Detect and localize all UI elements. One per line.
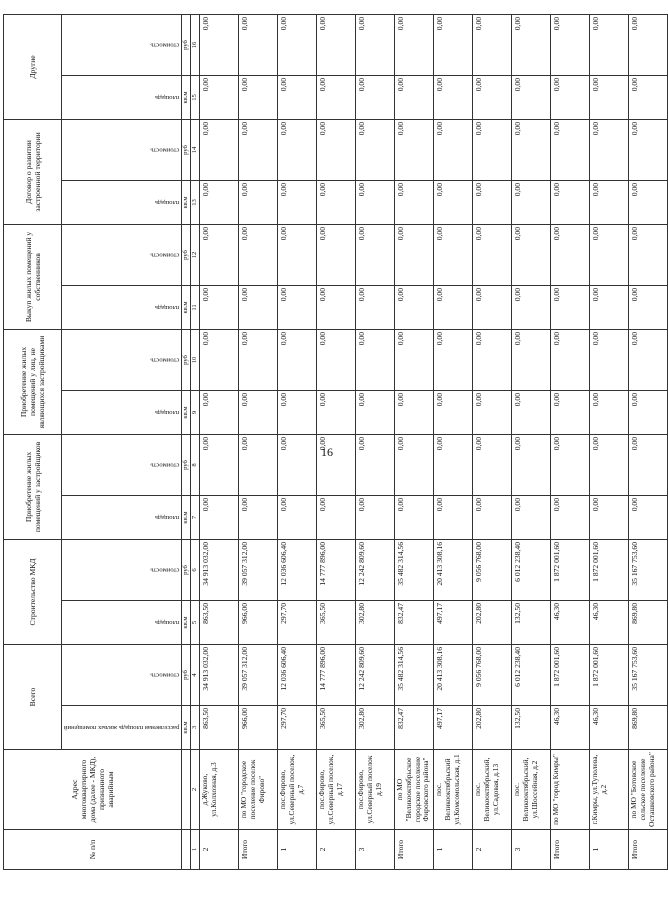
- value-cell: 0,00: [473, 434, 512, 495]
- value-cell: 0,00: [317, 495, 356, 539]
- total-area: 365,50: [317, 706, 356, 750]
- value-cell: 0,00: [395, 329, 434, 390]
- unit-label: кв.м: [182, 495, 191, 539]
- header-contract: Договор о развитии застроенной территории: [4, 119, 62, 224]
- subheader-area: площадь: [62, 601, 182, 645]
- construction-area: 497,17: [434, 601, 473, 645]
- subheader-area: площадь: [62, 495, 182, 539]
- construction-cost: 35 167 753,60: [629, 539, 668, 600]
- value-cell: 0,00: [629, 180, 668, 224]
- subheader-area: площадь: [62, 180, 182, 224]
- row-address: пос.Фирово, ул.Северный поселок, д.17: [317, 750, 356, 830]
- value-cell: 0,00: [317, 390, 356, 434]
- subheader-area: площадь: [62, 285, 182, 329]
- row-number: 2: [473, 830, 512, 870]
- value-cell: 0,00: [629, 285, 668, 329]
- total-cost: 1 872 001,60: [551, 645, 590, 706]
- column-index: 1: [191, 830, 200, 870]
- value-cell: 0,00: [317, 285, 356, 329]
- row-number: Итого: [239, 830, 278, 870]
- value-cell: 0,00: [200, 180, 239, 224]
- table-row: [551, 14, 590, 869]
- value-cell: 0,00: [629, 75, 668, 119]
- value-cell: 0,00: [551, 119, 590, 180]
- value-cell: 0,00: [356, 390, 395, 434]
- total-area: 497,17: [434, 706, 473, 750]
- value-cell: 0,00: [512, 329, 551, 390]
- value-cell: 0,00: [200, 329, 239, 390]
- row-address: пос. Великооктябрьский, ул.Садовая, д.13: [473, 750, 512, 830]
- value-cell: 0,00: [239, 495, 278, 539]
- value-cell: 0,00: [473, 329, 512, 390]
- construction-area: 46,30: [590, 601, 629, 645]
- value-cell: 0,00: [629, 119, 668, 180]
- value-cell: 0,00: [356, 329, 395, 390]
- value-cell: 0,00: [356, 224, 395, 285]
- value-cell: 0,00: [395, 390, 434, 434]
- value-cell: 0,00: [590, 119, 629, 180]
- construction-area: 297,70: [278, 601, 317, 645]
- row-number: 3: [356, 830, 395, 870]
- table-row: [629, 14, 668, 869]
- value-cell: 0,00: [239, 75, 278, 119]
- unit-label: кв.м: [182, 601, 191, 645]
- total-area: 202,80: [473, 706, 512, 750]
- value-cell: 0,00: [629, 495, 668, 539]
- unit-label: руб: [182, 434, 191, 495]
- subheader-cost: стоимость: [62, 645, 182, 706]
- value-cell: 0,00: [551, 434, 590, 495]
- construction-cost: 12 036 606,40: [278, 539, 317, 600]
- subheader-cost: стоимость: [62, 329, 182, 390]
- value-cell: 0,00: [356, 434, 395, 495]
- row-address: пос.Фирово, ул.Северный поселок, д.7: [278, 750, 317, 830]
- total-area: 302,80: [356, 706, 395, 750]
- value-cell: 0,00: [317, 434, 356, 495]
- header-total: Всего: [4, 645, 62, 750]
- value-cell: 0,00: [473, 75, 512, 119]
- value-cell: 0,00: [278, 390, 317, 434]
- value-cell: 0,00: [512, 14, 551, 75]
- header-purchase-developers: Приобретение жилых помещений у застройщиков: [4, 434, 62, 539]
- total-cost: 39 057 312,00: [239, 645, 278, 706]
- construction-area: 869,80: [629, 601, 668, 645]
- subheader-area: площадь: [62, 75, 182, 119]
- total-area: 966,00: [239, 706, 278, 750]
- value-cell: 0,00: [317, 180, 356, 224]
- total-cost: 34 913 032,00: [200, 645, 239, 706]
- value-cell: 0,00: [395, 180, 434, 224]
- header-address: Адрес многоквартирного дома (далее - МКД), признанного аварийным: [4, 750, 182, 830]
- construction-cost: 6 012 238,40: [512, 539, 551, 600]
- construction-cost: 39 057 312,00: [239, 539, 278, 600]
- header-construction: Строительство МКД: [4, 539, 62, 644]
- value-cell: 0,00: [434, 180, 473, 224]
- value-cell: 0,00: [356, 495, 395, 539]
- total-cost: 14 777 896,00: [317, 645, 356, 706]
- value-cell: 0,00: [278, 224, 317, 285]
- table-row: [590, 14, 629, 869]
- subheader-area-resettled: расселяемая площадь жилых помещений: [62, 706, 182, 750]
- construction-area: 365,50: [317, 601, 356, 645]
- unit-label: руб: [182, 539, 191, 600]
- value-cell: 0,00: [629, 390, 668, 434]
- value-cell: 0,00: [395, 224, 434, 285]
- header-buyout: Выкуп жилых помещений у собственников: [4, 224, 62, 329]
- value-cell: 0,00: [512, 180, 551, 224]
- column-index: 8: [191, 434, 200, 495]
- value-cell: 0,00: [551, 495, 590, 539]
- subheader-cost: стоимость: [62, 14, 182, 75]
- subheader-cost: стоимость: [62, 119, 182, 180]
- value-cell: 0,00: [278, 75, 317, 119]
- value-cell: 0,00: [551, 224, 590, 285]
- value-cell: 0,00: [512, 390, 551, 434]
- value-cell: 0,00: [590, 14, 629, 75]
- value-cell: 0,00: [200, 119, 239, 180]
- construction-area: 302,80: [356, 601, 395, 645]
- value-cell: 0,00: [590, 495, 629, 539]
- unit-label: кв.м: [182, 706, 191, 750]
- column-index: 16: [191, 14, 200, 75]
- value-cell: 0,00: [239, 434, 278, 495]
- row-number: 2: [317, 830, 356, 870]
- total-area: 46,30: [551, 706, 590, 750]
- unit-label: кв.м: [182, 180, 191, 224]
- value-cell: 0,00: [590, 329, 629, 390]
- value-cell: 0,00: [551, 14, 590, 75]
- value-cell: 0,00: [590, 224, 629, 285]
- value-cell: 0,00: [317, 224, 356, 285]
- value-cell: 0,00: [473, 180, 512, 224]
- value-cell: 0,00: [356, 285, 395, 329]
- unit-label: руб: [182, 119, 191, 180]
- column-index: 7: [191, 495, 200, 539]
- header-other: Другие: [4, 14, 62, 119]
- total-cost: 12 036 606,40: [278, 645, 317, 706]
- column-index: 10: [191, 329, 200, 390]
- value-cell: 0,00: [590, 285, 629, 329]
- construction-area: 132,50: [512, 601, 551, 645]
- total-cost: 35 167 753,60: [629, 645, 668, 706]
- value-cell: 0,00: [395, 14, 434, 75]
- row-address: г.Кимры, ул.Туполева, д.2: [590, 750, 629, 830]
- value-cell: 0,00: [278, 329, 317, 390]
- construction-cost: 12 242 809,60: [356, 539, 395, 600]
- value-cell: 0,00: [473, 224, 512, 285]
- value-cell: 0,00: [395, 75, 434, 119]
- value-cell: 0,00: [629, 14, 668, 75]
- value-cell: 0,00: [434, 390, 473, 434]
- table-row: [395, 14, 434, 869]
- column-index: 15: [191, 75, 200, 119]
- row-address: по МО "Ботовское сельское поселение Осташковского района": [629, 750, 668, 830]
- total-area: 132,50: [512, 706, 551, 750]
- value-cell: 0,00: [278, 285, 317, 329]
- value-cell: 0,00: [434, 224, 473, 285]
- row-number: 1: [590, 830, 629, 870]
- value-cell: 0,00: [629, 329, 668, 390]
- construction-cost: 9 056 768,00: [473, 539, 512, 600]
- total-area: 863,50: [200, 706, 239, 750]
- value-cell: 0,00: [434, 434, 473, 495]
- unit-label: кв.м: [182, 390, 191, 434]
- construction-cost: 1 872 001,60: [590, 539, 629, 600]
- value-cell: 0,00: [200, 75, 239, 119]
- value-cell: 0,00: [434, 14, 473, 75]
- row-number: Итого: [629, 830, 668, 870]
- value-cell: 0,00: [200, 495, 239, 539]
- construction-area: 202,80: [473, 601, 512, 645]
- table-row: [473, 14, 512, 869]
- construction-cost: 34 913 032,00: [200, 539, 239, 600]
- subheader-cost: стоимость: [62, 224, 182, 285]
- construction-cost: 1 872 001,60: [551, 539, 590, 600]
- column-index: 13: [191, 180, 200, 224]
- construction-area: 46,30: [551, 601, 590, 645]
- table-row: [278, 14, 317, 869]
- column-index: 4: [191, 645, 200, 706]
- value-cell: 0,00: [239, 119, 278, 180]
- value-cell: 0,00: [200, 224, 239, 285]
- value-cell: 0,00: [434, 75, 473, 119]
- row-address: д.Жуково, ул.Колхозная, д.3: [200, 750, 239, 830]
- construction-cost: 20 413 308,16: [434, 539, 473, 600]
- total-cost: 9 056 768,00: [473, 645, 512, 706]
- value-cell: 0,00: [590, 390, 629, 434]
- row-number: Итого: [395, 830, 434, 870]
- value-cell: 0,00: [395, 434, 434, 495]
- column-index: 3: [191, 706, 200, 750]
- value-cell: 0,00: [317, 119, 356, 180]
- header-purchase-nondevelopers: Приобретение жилых помещений у лиц, не являющихся застройщиками: [4, 329, 62, 434]
- row-address: по МО "городское поселение поселок Фирово": [239, 750, 278, 830]
- row-number: 1: [434, 830, 473, 870]
- unit-label: кв.м: [182, 285, 191, 329]
- value-cell: 0,00: [473, 119, 512, 180]
- value-cell: 0,00: [239, 390, 278, 434]
- value-cell: 0,00: [512, 285, 551, 329]
- value-cell: 0,00: [434, 285, 473, 329]
- value-cell: 0,00: [590, 75, 629, 119]
- value-cell: 0,00: [278, 495, 317, 539]
- construction-cost: 14 777 896,00: [317, 539, 356, 600]
- value-cell: 0,00: [239, 180, 278, 224]
- column-index: 12: [191, 224, 200, 285]
- value-cell: 0,00: [434, 329, 473, 390]
- value-cell: 0,00: [317, 75, 356, 119]
- total-cost: 20 413 308,16: [434, 645, 473, 706]
- value-cell: 0,00: [473, 390, 512, 434]
- value-cell: 0,00: [473, 495, 512, 539]
- table-row: [317, 14, 356, 869]
- value-cell: 0,00: [551, 329, 590, 390]
- value-cell: 0,00: [239, 329, 278, 390]
- value-cell: 0,00: [200, 390, 239, 434]
- total-cost: 12 242 809,60: [356, 645, 395, 706]
- total-cost: 35 482 314,56: [395, 645, 434, 706]
- value-cell: 0,00: [239, 285, 278, 329]
- resettlement-table: [3, 14, 668, 870]
- value-cell: 0,00: [512, 119, 551, 180]
- column-index: 14: [191, 119, 200, 180]
- value-cell: 0,00: [434, 119, 473, 180]
- unit-label: руб: [182, 14, 191, 75]
- subheader-cost: стоимость: [62, 539, 182, 600]
- row-address: пос. Великооктябрьский, ул.Шоссейная, д.2: [512, 750, 551, 830]
- value-cell: 0,00: [200, 285, 239, 329]
- total-area: 832,47: [395, 706, 434, 750]
- value-cell: 0,00: [317, 14, 356, 75]
- unit-label: руб: [182, 224, 191, 285]
- column-index: 9: [191, 390, 200, 434]
- column-index: 11: [191, 285, 200, 329]
- value-cell: 0,00: [356, 119, 395, 180]
- value-cell: 0,00: [512, 224, 551, 285]
- subheader-area: площадь: [62, 390, 182, 434]
- unit-label: руб: [182, 329, 191, 390]
- value-cell: 0,00: [551, 390, 590, 434]
- value-cell: 0,00: [473, 14, 512, 75]
- row-number: 3: [512, 830, 551, 870]
- total-cost: 6 012 238,40: [512, 645, 551, 706]
- value-cell: 0,00: [590, 434, 629, 495]
- table-row: [356, 14, 395, 869]
- unit-label: руб: [182, 645, 191, 706]
- column-index: 2: [191, 750, 200, 830]
- value-cell: 0,00: [356, 14, 395, 75]
- row-address: по МО "Великооктябрьское городское поселение Фировского района": [395, 750, 434, 830]
- value-cell: 0,00: [278, 180, 317, 224]
- value-cell: 0,00: [434, 495, 473, 539]
- total-area: 869,80: [629, 706, 668, 750]
- value-cell: 0,00: [551, 75, 590, 119]
- row-number: 2: [200, 830, 239, 870]
- row-number: 1: [278, 830, 317, 870]
- value-cell: 0,00: [551, 180, 590, 224]
- construction-area: 966,00: [239, 601, 278, 645]
- total-cost: 1 872 001,60: [590, 645, 629, 706]
- construction-area: 832,47: [395, 601, 434, 645]
- value-cell: 0,00: [551, 285, 590, 329]
- value-cell: 0,00: [200, 14, 239, 75]
- row-address: по МО "город Кимры": [551, 750, 590, 830]
- value-cell: 0,00: [356, 75, 395, 119]
- value-cell: 0,00: [278, 434, 317, 495]
- value-cell: 0,00: [395, 119, 434, 180]
- value-cell: 0,00: [200, 434, 239, 495]
- row-address: пос. Великооктябрьский ул.Комсомольская, д.1: [434, 750, 473, 830]
- table-row: [434, 14, 473, 869]
- value-cell: 0,00: [395, 495, 434, 539]
- construction-cost: 35 482 314,56: [395, 539, 434, 600]
- total-area: 46,30: [590, 706, 629, 750]
- value-cell: 0,00: [278, 14, 317, 75]
- value-cell: 0,00: [356, 180, 395, 224]
- header-num: № п/п: [4, 830, 182, 870]
- value-cell: 0,00: [395, 285, 434, 329]
- row-address: пос.Фирово, ул.Северный поселок д.19: [356, 750, 395, 830]
- table-row: [200, 14, 239, 869]
- value-cell: 0,00: [239, 224, 278, 285]
- value-cell: 0,00: [629, 434, 668, 495]
- total-area: 297,70: [278, 706, 317, 750]
- column-index: 6: [191, 539, 200, 600]
- value-cell: 0,00: [512, 495, 551, 539]
- value-cell: 0,00: [239, 14, 278, 75]
- table-row: [512, 14, 551, 869]
- value-cell: 0,00: [629, 224, 668, 285]
- row-number: Итого: [551, 830, 590, 870]
- value-cell: 0,00: [512, 434, 551, 495]
- page-number: 16: [321, 445, 333, 460]
- value-cell: 0,00: [278, 119, 317, 180]
- subheader-cost: стоимость: [62, 434, 182, 495]
- table-row: [239, 14, 278, 869]
- value-cell: 0,00: [512, 75, 551, 119]
- value-cell: 0,00: [317, 329, 356, 390]
- unit-label: кв.м: [182, 75, 191, 119]
- construction-area: 863,50: [200, 601, 239, 645]
- value-cell: 0,00: [590, 180, 629, 224]
- column-index: 5: [191, 601, 200, 645]
- value-cell: 0,00: [473, 285, 512, 329]
